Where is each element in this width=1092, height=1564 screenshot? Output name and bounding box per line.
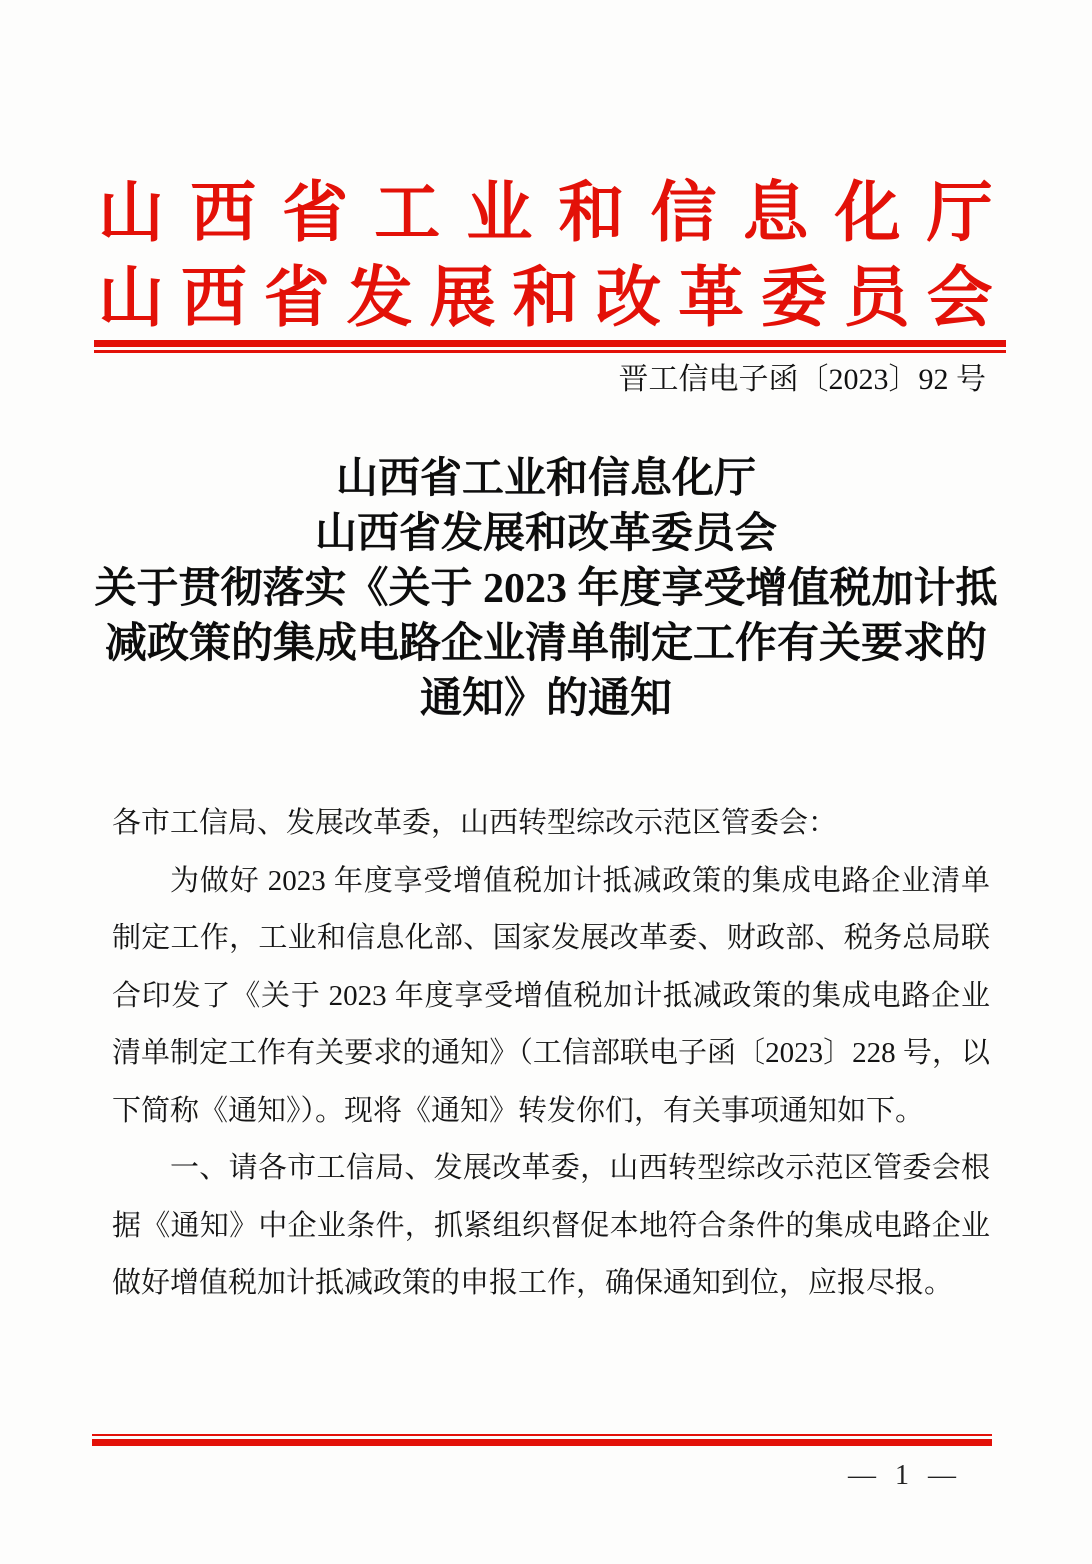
document-body [112,795,990,1313]
footer-double-rule [92,1434,992,1446]
footer-rule-thin-line [92,1434,992,1436]
page-number: — 1 — [848,1460,962,1491]
footer-rule-thick-line [92,1439,992,1446]
document-title [50,452,1042,727]
salutation-line: 各市工信局、发展改革委，山西转型综改示范区管委会： [112,807,838,839]
title-line-3: 关于贯彻落实《关于 2023 年度享受增值税加计抵 [94,566,998,612]
title-line-4: 减政策的集成电路企业清单制定工作有关要求的 [104,621,987,667]
body-paragraph-1: 为做好 2023 年度享受增值税加计抵减政策的集成电路企业清单制定工作，工业和信息化部、国家发展改革委、财政部、税务总局联合印发了《关于 2023 年度享受增值税加计抵减政策的集成电路企业清单制定工作有关要求的通知》（工信部联电子函〔2023〕228 号，以下简称《通知》）。现将《通知》转发你们，有关事项通知如下。 [112,864,990,1127]
rule-thick-line [94,340,1006,347]
letterhead [98,170,994,340]
title-line-2: 山西省发展和改革委员会 [314,511,777,557]
document-number: 晋工信电子函〔2023〕92 号 [618,363,986,396]
body-paragraph-2: 一、请各市工信局、发展改革委，山西转型综改示范区管委会根据《通知》中企业条件，抓紧组织督促本地符合条件的集成电路企业做好增值税加计抵减政策的申报工作，确保通知到位，应报尽报。 [112,1152,990,1299]
title-line-1: 山西省工业和信息化厅 [335,456,756,502]
rule-thin-line [94,350,1006,353]
title-line-5: 通知》的通知 [419,676,672,722]
letterhead-agency-2: 山西省发展和改革委员会 [98,260,994,334]
letterhead-double-rule [94,340,1006,353]
letterhead-agency-1: 山西省工业和信息化厅 [98,175,994,249]
